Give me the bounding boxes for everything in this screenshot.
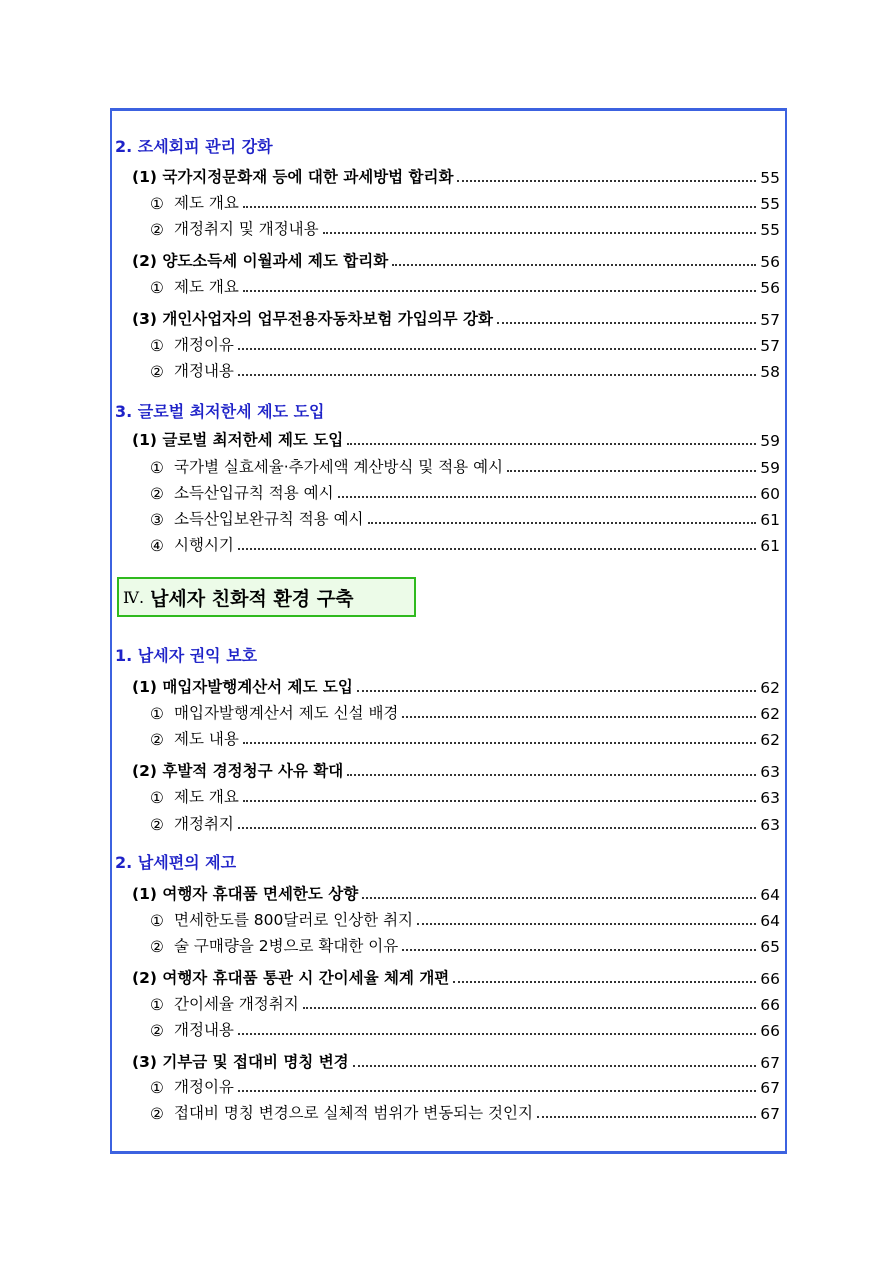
toc-subentry[interactable] [150, 1101, 780, 1123]
leader-dots [243, 800, 756, 802]
leader-dots [507, 470, 756, 472]
toc-subentry[interactable] [150, 455, 780, 477]
toc-subentry[interactable] [150, 275, 780, 297]
toc-subentry[interactable] [150, 217, 780, 239]
page-number: 63 [760, 763, 780, 781]
toc-subentry[interactable] [150, 333, 780, 355]
circled-number: ② [150, 1022, 164, 1040]
leader-dots [402, 716, 756, 718]
page-number: 59 [760, 432, 780, 450]
entry-title: 개정취지 및 개정내용 [174, 220, 319, 238]
leader-dots [497, 322, 756, 324]
leader-dots [457, 180, 756, 182]
leader-dots [238, 1033, 756, 1035]
toc-entry[interactable] [132, 428, 780, 450]
leader-dots [453, 981, 756, 983]
entry-title: 개정이유 [174, 336, 234, 354]
page-number: 66 [760, 970, 780, 988]
entry-title: 개정내용 [174, 362, 234, 380]
circled-number: ① [150, 912, 164, 930]
entry-title: 면세한도를 800달러로 인상한 취지 [174, 911, 414, 929]
leader-dots [392, 264, 756, 266]
circled-number: ③ [150, 511, 164, 529]
chapter-heading-box [117, 577, 416, 617]
leader-dots [402, 949, 756, 951]
toc-subentry[interactable] [150, 785, 780, 807]
toc-entry[interactable] [132, 966, 780, 988]
toc-entry[interactable] [132, 249, 780, 271]
toc-entry[interactable] [132, 882, 780, 904]
page-number: 62 [760, 705, 780, 723]
page-number: 66 [760, 996, 780, 1014]
toc-subentry[interactable] [150, 533, 780, 555]
toc-subentry[interactable] [150, 934, 780, 956]
leader-dots [347, 443, 756, 445]
page-number: 59 [760, 459, 780, 477]
toc-subentry[interactable] [150, 1018, 780, 1040]
circled-number: ② [150, 363, 164, 381]
leader-dots [323, 232, 757, 234]
toc-entry[interactable] [132, 165, 780, 187]
toc-subentry[interactable] [150, 727, 780, 749]
entry-title: 국가별 실효세율·추가세액 계산방식 및 적용 예시 [174, 458, 504, 476]
leader-dots [417, 923, 756, 925]
circled-number: ② [150, 816, 164, 834]
circled-number: ① [150, 1079, 164, 1097]
leader-dots [347, 774, 756, 776]
leader-dots [243, 742, 756, 744]
page-number: 64 [760, 886, 780, 904]
page-number: 62 [760, 679, 780, 697]
entry-title: 매입자발행계산서 제도 신설 배경 [174, 704, 399, 722]
circled-number: ② [150, 485, 164, 503]
leader-dots [357, 690, 756, 692]
toc-entry[interactable] [132, 307, 780, 329]
leader-dots [338, 496, 757, 498]
leader-dots [537, 1116, 756, 1118]
toc-subentry[interactable] [150, 812, 780, 834]
leader-dots [238, 348, 756, 350]
page-number: 60 [760, 485, 780, 503]
entry-title: 소득산입보완규칙 적용 예시 [174, 510, 364, 528]
circled-number: ① [150, 459, 164, 477]
entry-title: 제도 내용 [174, 730, 239, 748]
toc-entry[interactable] [132, 1050, 780, 1072]
leader-dots [303, 1007, 757, 1009]
page-number: 67 [760, 1105, 780, 1123]
section-heading: 3. 글로벌 최저한세 제도 도입 [115, 402, 325, 421]
entry-title: (2) 양도소득세 이월과세 제도 합리화 [132, 252, 389, 270]
circled-number: ② [150, 221, 164, 239]
leader-dots [243, 290, 756, 292]
page-number: 58 [760, 363, 780, 381]
chapter-numeral: Ⅳ. [123, 587, 145, 607]
toc-subentry[interactable] [150, 701, 780, 723]
page-number: 61 [760, 537, 780, 555]
entry-title: (1) 국가지정문화재 등에 대한 과세방법 합리화 [132, 168, 454, 186]
circled-number: ④ [150, 537, 164, 555]
leader-dots [353, 1065, 757, 1067]
page-number: 64 [760, 912, 780, 930]
section-heading: 2. 납세편의 제고 [115, 853, 237, 872]
toc-subentry[interactable] [150, 1075, 780, 1097]
entry-title: 접대비 명칭 변경으로 실체적 범위가 변동되는 것인지 [174, 1104, 533, 1122]
page-number: 56 [760, 279, 780, 297]
toc-subentry[interactable] [150, 507, 780, 529]
page-number: 67 [760, 1054, 780, 1072]
page-number: 63 [760, 789, 780, 807]
toc-subentry[interactable] [150, 992, 780, 1014]
circled-number: ① [150, 996, 164, 1014]
circled-number: ② [150, 731, 164, 749]
page-number: 55 [760, 195, 780, 213]
entry-title: (3) 개인사업자의 업무전용자동차보험 가입의무 강화 [132, 310, 493, 328]
page-number: 65 [760, 938, 780, 956]
leader-dots [368, 522, 757, 524]
leader-dots [238, 374, 756, 376]
circled-number: ② [150, 1105, 164, 1123]
entry-title: (2) 후발적 경정청구 사유 확대 [132, 762, 344, 780]
page-number: 57 [760, 311, 780, 329]
page-number: 55 [760, 221, 780, 239]
entry-title: (2) 여행자 휴대품 통관 시 간이세율 체계 개편 [132, 969, 450, 987]
entry-title: (3) 기부금 및 접대비 명칭 변경 [132, 1053, 349, 1071]
entry-title: (1) 여행자 휴대품 면세한도 상향 [132, 885, 359, 903]
toc-entry[interactable] [132, 759, 780, 781]
toc-entry[interactable] [132, 675, 780, 697]
entry-title: (1) 매입자발행계산서 제도 도입 [132, 678, 353, 696]
entry-title: 간이세율 개정취지 [174, 995, 299, 1013]
leader-dots [243, 206, 756, 208]
circled-number: ① [150, 705, 164, 723]
entry-title: 소득산입규칙 적용 예시 [174, 484, 334, 502]
page-number: 63 [760, 816, 780, 834]
page-number: 55 [760, 169, 780, 187]
circled-number: ② [150, 938, 164, 956]
leader-dots [362, 897, 756, 899]
toc-subentry[interactable] [150, 481, 780, 503]
page-number: 56 [760, 253, 780, 271]
leader-dots [238, 548, 756, 550]
entry-title: 개정이유 [174, 1078, 234, 1096]
entry-title: 개정내용 [174, 1021, 234, 1039]
page-number: 57 [760, 337, 780, 355]
toc-subentry[interactable] [150, 191, 780, 213]
page-number: 62 [760, 731, 780, 749]
page-number: 61 [760, 511, 780, 529]
entry-title: 제도 개요 [174, 194, 239, 212]
entry-title: 제도 개요 [174, 788, 239, 806]
entry-title: 술 구매량을 2병으로 확대한 이유 [174, 937, 399, 955]
entry-title: 시행시기 [174, 536, 234, 554]
circled-number: ① [150, 337, 164, 355]
circled-number: ① [150, 789, 164, 807]
leader-dots [238, 827, 756, 829]
circled-number: ① [150, 195, 164, 213]
toc-subentry[interactable] [150, 908, 780, 930]
section-heading: 2. 조세회피 관리 강화 [115, 137, 273, 156]
entry-title: 개정취지 [174, 815, 234, 833]
leader-dots [238, 1090, 756, 1092]
page-number: 67 [760, 1079, 780, 1097]
entry-title: (1) 글로벌 최저한세 제도 도입 [132, 431, 344, 449]
page-number: 66 [760, 1022, 780, 1040]
chapter-title: 납세자 친화적 환경 구축 [150, 587, 354, 610]
section-heading: 1. 납세자 권익 보호 [115, 646, 258, 665]
toc-subentry[interactable] [150, 359, 780, 381]
circled-number: ① [150, 279, 164, 297]
entry-title: 제도 개요 [174, 278, 239, 296]
